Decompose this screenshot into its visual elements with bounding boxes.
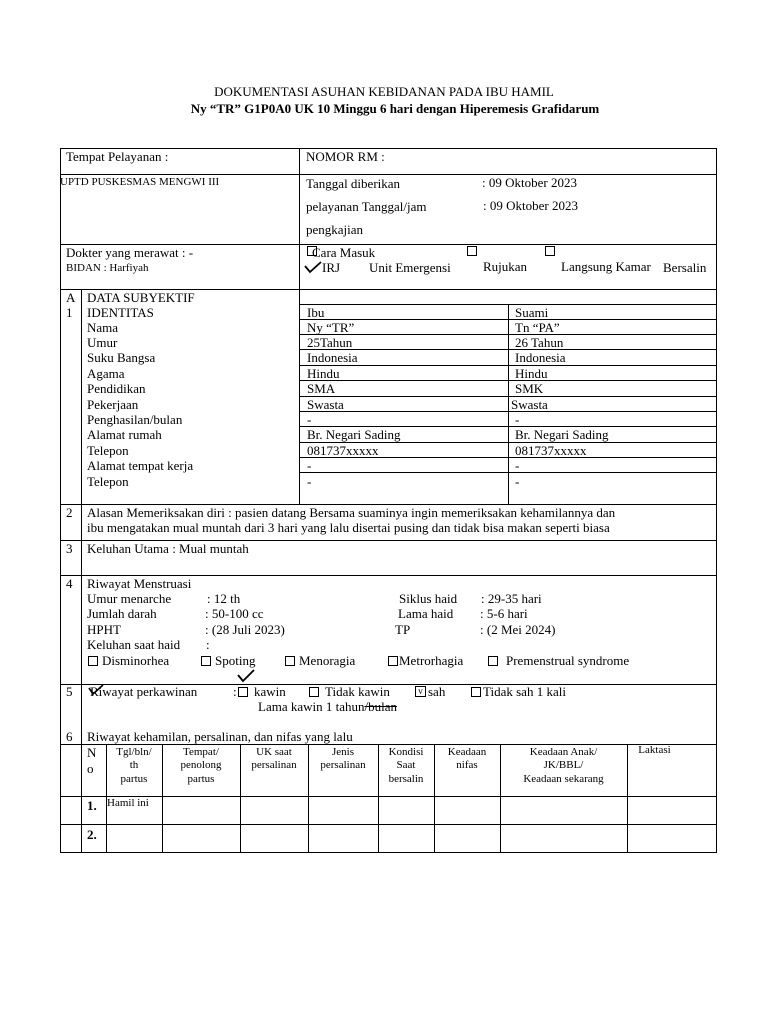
col-uk-header: persalinan <box>251 759 297 771</box>
suami-value: Hindu <box>515 366 548 381</box>
checkbox-icon[interactable] <box>388 656 398 666</box>
identitas-label: Umur <box>87 335 118 350</box>
unit-emergensi-label: Unit Emergensi <box>369 260 451 275</box>
nomor-rm-label: NOMOR RM : <box>306 149 385 164</box>
ibu-value: - <box>307 412 312 427</box>
col-kondisi-header: bersalin <box>388 773 424 785</box>
col-laktasi-header: Laktasi <box>638 744 671 756</box>
option-kawin[interactable]: kawin <box>238 684 286 699</box>
ibu-value: - <box>307 474 312 489</box>
ibu-value: 25Tahun <box>307 335 353 350</box>
menarche-label: Umur menarche <box>87 591 172 606</box>
document-title: DOKUMENTASI ASUHAN KEBIDANAN PADA IBU HAMIL <box>214 84 554 99</box>
dokter-label: Dokter yang merawat : - <box>66 245 194 260</box>
cara-masuk-label: Cara Masuk <box>312 245 376 260</box>
bidan-label: BIDAN : Harfiyah <box>66 262 149 274</box>
col-ibu-header: Ibu <box>307 305 325 320</box>
identitas-label: Suku Bangsa <box>87 350 156 365</box>
section-number-5: 5 <box>66 684 73 699</box>
identitas-label: Pekerjaan <box>87 397 139 412</box>
suami-value: - <box>515 458 520 473</box>
option-premenstrual[interactable]: Premenstrual syndrome <box>488 653 629 668</box>
suami-value: - <box>515 412 520 427</box>
identitas-label: Telepon <box>87 443 129 458</box>
rujukan-checkbox[interactable] <box>545 246 555 256</box>
document-subtitle: Ny “TR” G1P0A0 UK 10 Minggu 6 hari dengan Hiperemesis Grafidarum <box>190 101 600 116</box>
ibu-value: SMA <box>307 381 336 396</box>
suami-value: 081737xxxxx <box>515 443 587 458</box>
ibu-value: Swasta <box>307 397 344 412</box>
ibu-value: Br. Negari Sading <box>307 427 401 442</box>
option-sah-checkbox[interactable]: v <box>415 686 426 697</box>
langsung-kamar-label: Langsung Kamar <box>561 259 651 274</box>
checkbox-icon[interactable] <box>488 656 498 666</box>
option-spoting[interactable]: Spoting <box>201 653 255 668</box>
tp-value: : (2 Mei 2024) <box>480 622 556 637</box>
col-nifas-header: Keadaan <box>447 746 487 758</box>
identitas-label: Pendidikan <box>87 381 146 396</box>
siklus-value: : 29-35 hari <box>481 591 542 606</box>
tp-label: TP <box>395 622 411 637</box>
option-menoragia[interactable]: Menoragia <box>285 653 355 668</box>
col-suami-header: Suami <box>515 305 549 320</box>
alasan-line-1: Alasan Memeriksakan diri : pasien datang Bersama suaminya ingin memeriksakan kehamilannya dan <box>87 505 616 520</box>
irj-label: IRJ <box>322 260 341 275</box>
col-no-header: N <box>87 745 97 760</box>
col-anak-header: Keadaan sekarang <box>523 773 604 785</box>
checkmark-icon <box>236 668 256 684</box>
table-row-no: 1. <box>87 798 97 813</box>
keluhan-utama: Keluhan Utama : Mual muntah <box>87 541 249 556</box>
checkbox-icon[interactable] <box>471 687 481 697</box>
tanggal-label-1: Tanggal diberikan <box>306 176 401 191</box>
identitas-label: Penghasilan/bulan <box>87 412 183 427</box>
section-number-3: 3 <box>66 541 73 556</box>
ibu-value: Hindu <box>307 366 340 381</box>
riwayat-kehamilan-heading: Riwayat kehamilan, persalinan, dan nifas yang lalu <box>87 729 353 744</box>
col-nifas-header: nifas <box>456 759 478 771</box>
tanggal-value-1: : 09 Oktober 2023 <box>482 175 577 190</box>
section-number-6: 6 <box>66 729 73 744</box>
suami-value: Indonesia <box>515 350 566 365</box>
col-jenis-header: persalinan <box>320 759 366 771</box>
section-number-1: 1 <box>66 305 73 320</box>
identitas-heading: IDENTITAS <box>87 305 154 320</box>
unit-emergensi-checkbox[interactable] <box>467 246 477 256</box>
ibu-value: Ny “TR” <box>307 320 355 335</box>
ibu-value: 081737xxxxx <box>307 443 379 458</box>
keluhan-haid-colon: : <box>206 637 210 652</box>
col-no-header: o <box>87 761 94 776</box>
table-row-no: 2. <box>87 827 97 842</box>
ibu-value: Indonesia <box>307 350 358 365</box>
tanggal-label-3: pengkajian <box>306 222 364 237</box>
col-tempat-header: Tempat/ <box>183 746 219 758</box>
perkawinan-colon: : <box>233 684 237 699</box>
tempat-pelayanan-label: Tempat Pelayanan : <box>66 149 169 164</box>
menstruasi-heading: Riwayat Menstruasi <box>87 576 192 591</box>
rujukan-label: Rujukan <box>483 259 528 274</box>
col-anak-header: JK/BBL/ <box>543 759 584 771</box>
darah-label: Jumlah darah <box>87 606 157 621</box>
lama-haid-label: Lama haid <box>398 606 454 621</box>
option-metrorhagia[interactable]: Metrorhagia <box>388 653 463 668</box>
section-number-4: 4 <box>66 576 73 591</box>
identitas-label: Nama <box>87 320 119 335</box>
suami-value: Tn “PA” <box>515 320 560 335</box>
checkbox-icon[interactable] <box>238 687 248 697</box>
option-tidak-kawin[interactable]: Tidak kawin <box>309 684 390 699</box>
option-disminorhea[interactable]: Disminorhea <box>88 653 169 668</box>
suami-value: SMK <box>515 381 544 396</box>
suami-value: - <box>515 474 520 489</box>
suami-value: 26 Tahun <box>515 335 564 350</box>
col-tgl-header: partus <box>120 773 148 785</box>
siklus-label: Siklus haid <box>399 591 458 606</box>
col-jenis-header: Jenis <box>332 746 354 758</box>
col-tempat-header: partus <box>187 773 215 785</box>
identitas-label: Agama <box>87 366 125 381</box>
bulan-struck: /bulan <box>364 699 397 714</box>
hpht-value: : (28 Juli 2023) <box>205 622 285 637</box>
lama-haid-value: : 5-6 hari <box>480 606 528 621</box>
suami-value: Br. Negari Sading <box>515 427 609 442</box>
identitas-label: Telepon <box>87 474 129 489</box>
option-sah: sah <box>428 684 446 699</box>
identitas-label: Alamat rumah <box>87 427 162 442</box>
lama-kawin: Lama kawin 1 tahun/bulan <box>258 699 397 714</box>
identitas-label: Alamat tempat kerja <box>87 458 194 473</box>
bersalin-label: Bersalin <box>663 260 707 275</box>
data-subyektif-heading: DATA SUBYEKTIF <box>87 290 195 305</box>
alasan-line-2: ibu mengatakan mual muntah dari 3 hari yang lalu disertai pusing dan tidak bisa makan seperti biasa <box>87 520 610 535</box>
perkawinan-label: Riwayat perkawinan <box>90 684 198 699</box>
ibu-value: - <box>307 458 312 473</box>
col-tgl-header: th <box>129 759 139 771</box>
option-tidak-sah[interactable]: Tidak sah 1 kali <box>471 684 566 699</box>
col-tgl-header: Tgl/bln/ <box>116 746 152 758</box>
tanggal-value-2: : 09 Oktober 2023 <box>483 198 578 213</box>
col-kondisi-header: Kondisi <box>388 746 424 758</box>
hpht-label: HPHT <box>87 622 121 637</box>
checkbox-icon[interactable] <box>88 656 98 666</box>
menarche-value: : 12 th <box>207 591 241 606</box>
keluhan-haid-label: Keluhan saat haid <box>87 637 181 652</box>
col-kondisi-header: Saat <box>396 759 416 771</box>
checkbox-icon[interactable] <box>201 656 211 666</box>
checkbox-icon[interactable] <box>285 656 295 666</box>
darah-value: : 50-100 cc <box>205 606 264 621</box>
table-row-tgl: Hamil ini <box>107 797 149 809</box>
section-letter-a: A <box>66 290 76 305</box>
checkmark-icon <box>303 259 323 275</box>
suami-value: Swasta <box>511 397 548 412</box>
col-uk-header: UK saat <box>256 746 292 758</box>
checkbox-icon[interactable] <box>309 687 319 697</box>
col-tempat-header: penolong <box>180 759 222 771</box>
section-number-2: 2 <box>66 505 73 520</box>
tanggal-label-2: pelayanan Tanggal/jam <box>306 199 427 214</box>
tempat-pelayanan-value: UPTD PUSKESMAS MENGWI III <box>60 176 220 188</box>
col-anak-header: Keadaan Anak/ <box>529 746 598 758</box>
